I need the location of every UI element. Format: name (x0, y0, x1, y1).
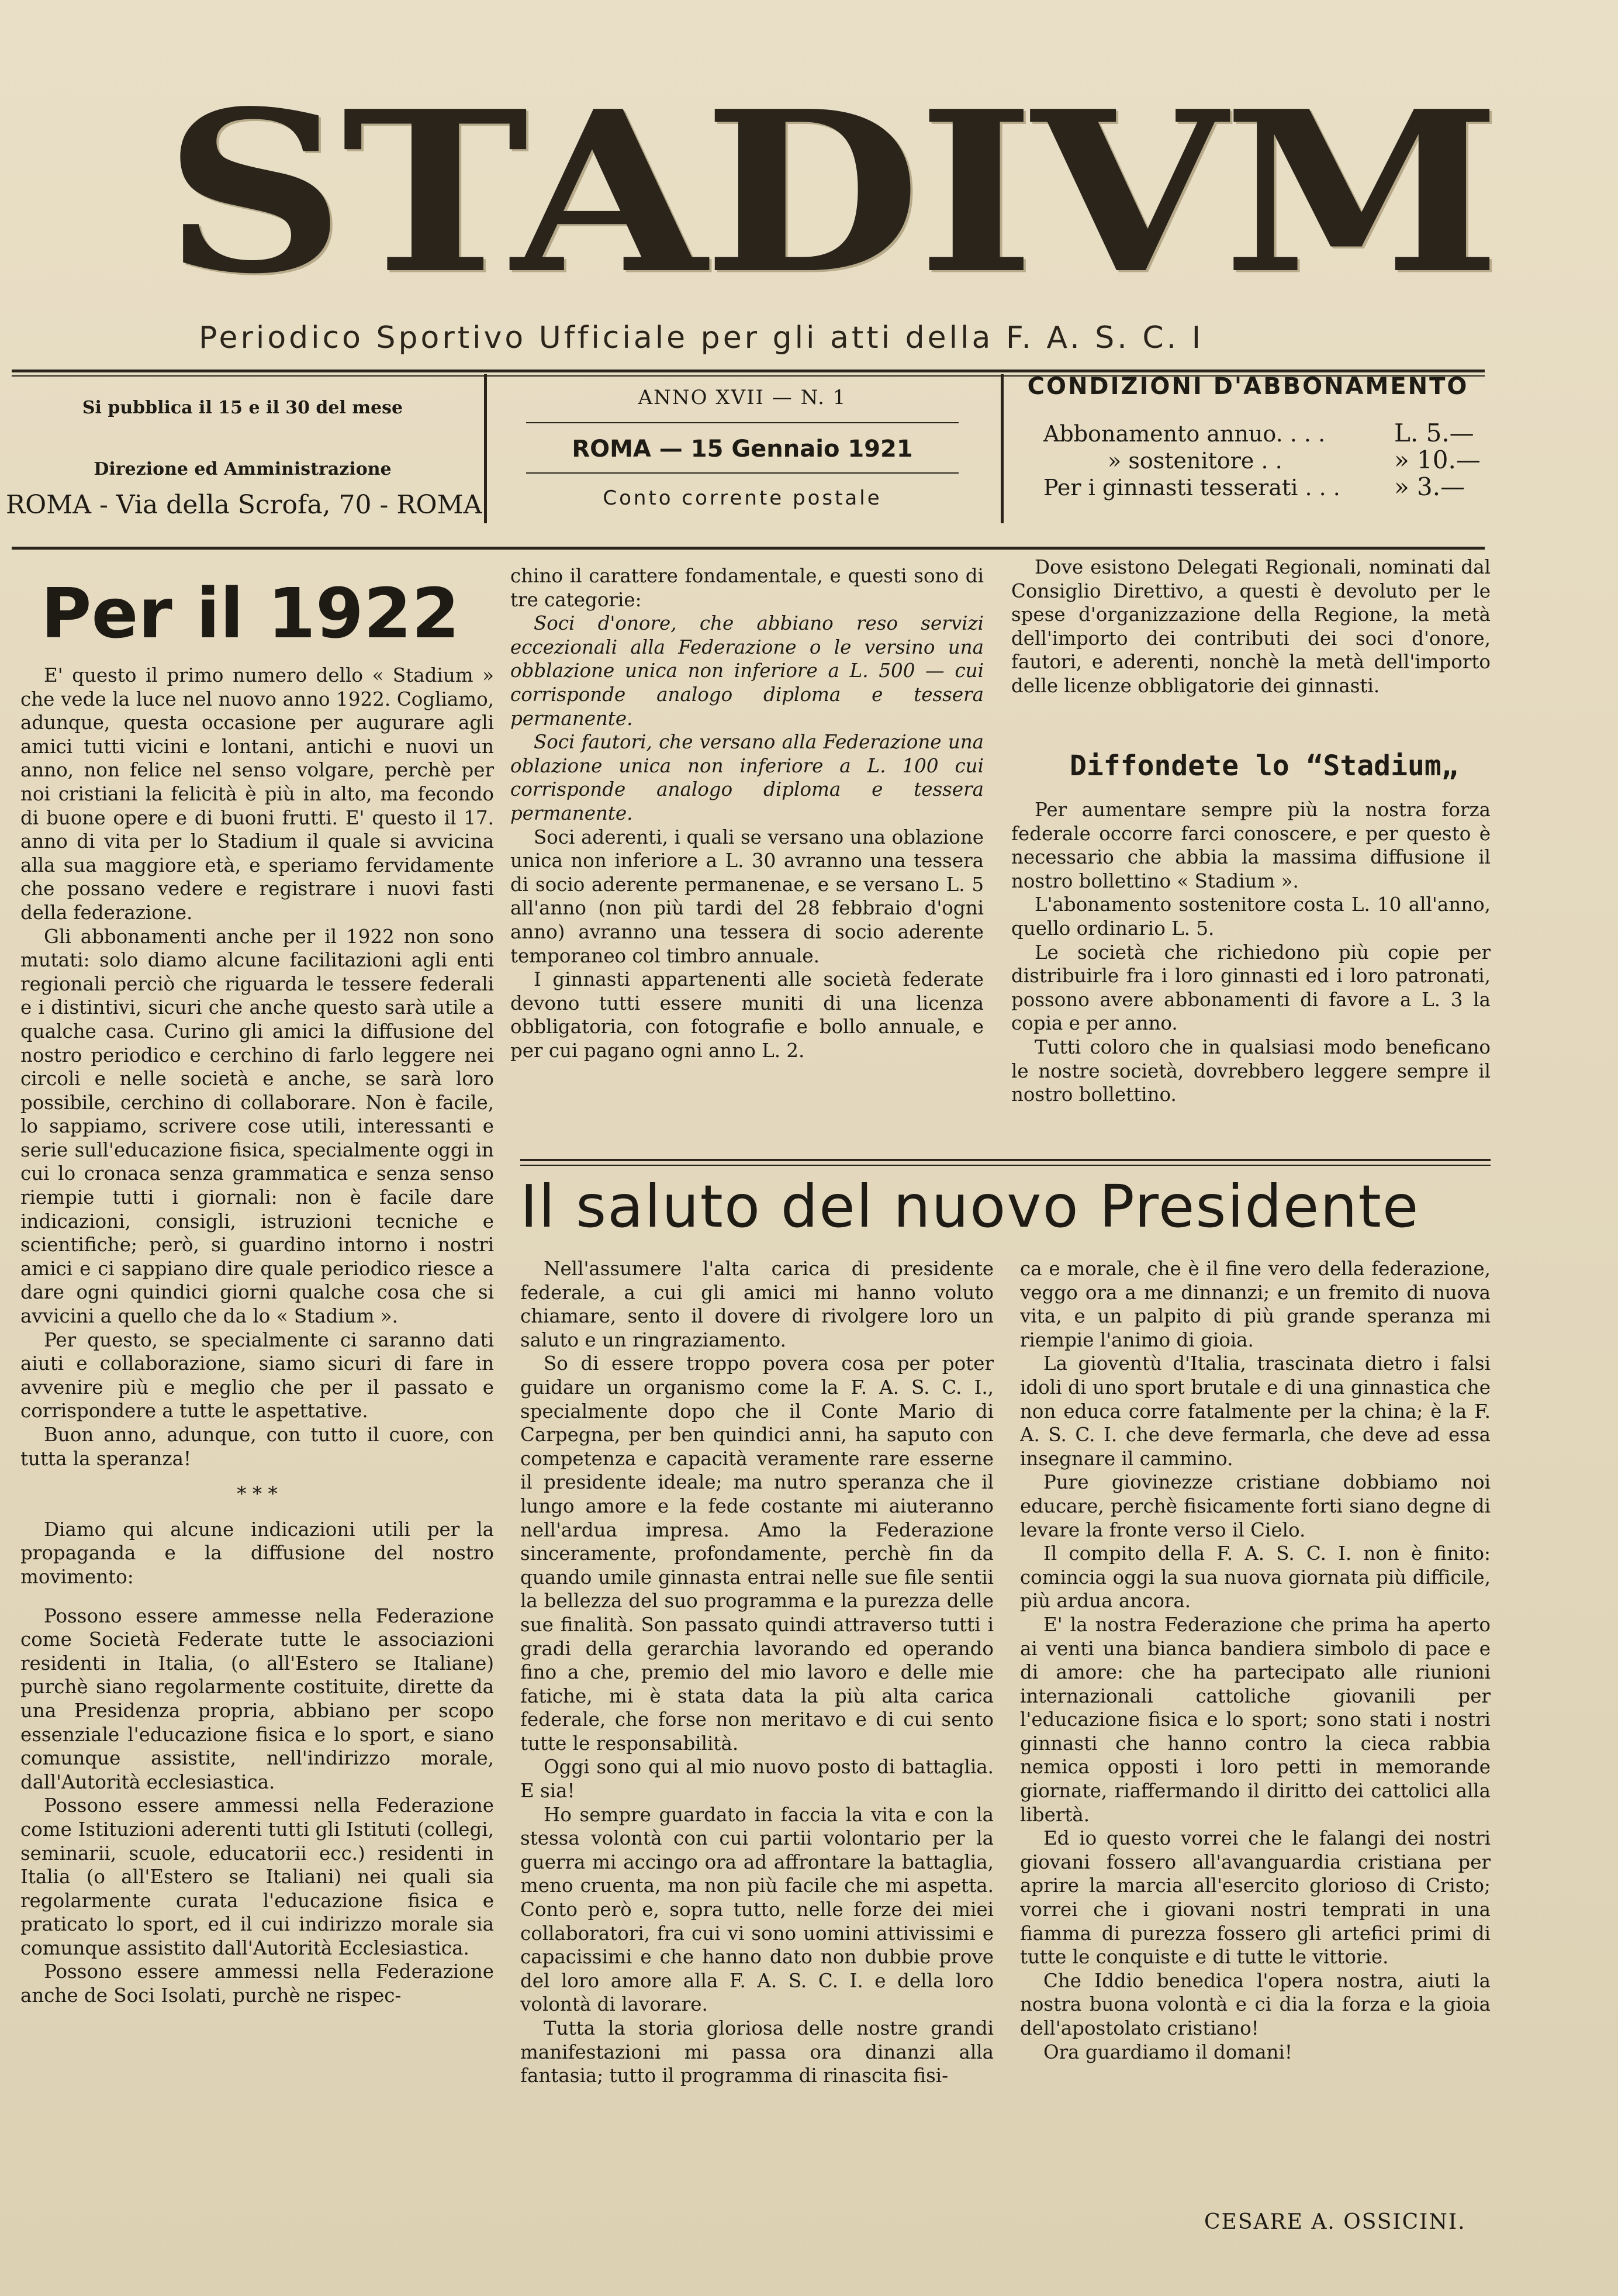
paragraph: Possono essere ammesse nella Federazione come Società Federate tutte le associazioni residenti in Italia, (o all'Estero se Italiane) purchè siano regolarmente costituite, dirette da una Presidenza propria, abbiano per scopo essenziale l'educazione fisica e lo sport, e siano comunque assistite, nell'indirizzo morale, dall'Autorità ecclesiastica. (20, 1604, 494, 1793)
issue-number: ANNO XVII — N. 1 (638, 386, 847, 409)
issue-rule-2 (526, 472, 959, 474)
paragraph: Tutti coloro che in qualsiasi modo beneficano le nostre società, dovrebbero leggere sempre il nostro bollettino. (1011, 1035, 1491, 1106)
paragraph: Pure giovinezze cristiane dobbiamo noi educare, perchè fisicamente forti siano degne di levare la fronte verso il Cielo. (1020, 1471, 1491, 1541)
paragraph: Oggi sono qui al mio nuovo posto di battaglia. E sia! (520, 1756, 994, 1803)
paragraph: Ho sempre guardato in faccia la vita e con la stessa volontà con cui partii volontario per la guerra mi accingo ora ad affrontare la battaglia, meno cruenta, ma non più facile che mi aspetta. Conto però e, sopra tutto, nelle forze dei miei collaboratori, fra cui vi sono uomini attivissimi e capacissimi e che hanno dato non dubbie prove del loro amore alla F. A. S. C. I. e della loro volontà di lavorare. (520, 1803, 994, 2016)
issue-date: ROMA — 15 Gennaio 1921 (572, 436, 913, 462)
conto-corrente: Conto corrente postale (603, 486, 882, 510)
paragraph: E' la nostra Federazione che prima ha aperto ai venti una bianca bandiera simbolo di pace e di amore: che ha partecipato alle riunioni internazionali cattoliche giovanili per l'educazione fisica e lo sport; sono stati i nostri ginnasti che hanno contro la cieca rabbia nemica opposti i loro petti in memorande giornate, riaffermando il diritto dei cattolici alla libertà. (1020, 1613, 1491, 1826)
article-per-il-1922-column-3 (1011, 555, 1491, 745)
masthead (164, 58, 1498, 327)
condition-row-label: Per i ginnasti tesserati . . . (1043, 475, 1340, 500)
masthead-subtitle: Periodico Sportivo Ufficiale per gli atti della F. A. S. C. I (199, 320, 1204, 355)
paragraph: I ginnasti appartenenti alle società federate devono tutti essere muniti di una licenza obbligatoria, con fotografie e bollo annuale, e per cui pagano ogni anno L. 2. (510, 968, 984, 1062)
paragraph: Diamo qui alcune indicazioni utili per la propaganda e la diffusione del nostro movimento: (20, 1518, 494, 1588)
paragraph: E' questo il primo numero dello « Stadium » che vede la luce nel nuovo anno 1922. Cogliamo, adunque, questa occasione per augurare agli amici tutti vicini e lontani, antichi e nuovi un anno, non felice nel senso volgare, perchè per noi cristiani la felicità è più in alto, ma fecondo di buone opere e di buoni frutti. E' questo il 17. anno di vita per lo Stadium il quale si avvicina alla sua maggiore età, e speriamo fervidamente che possano vedere e registrare i nuovi fasti della federazione. (20, 664, 494, 924)
condition-row-price: » 10.— (1394, 446, 1481, 474)
paragraph: Ed io questo vorrei che le falangi dei nostri giovani fossero all'avanguardia cristiana per aprire la marcia all'esercito glorioso di Cristo; vorrei che i giovani nostri temprati in una fiamma di purezza fossero gli artefici primi di tutte le conquiste e di tutte le vittorie. (1020, 1827, 1491, 1969)
condition-row-label: Abbonamento annuo. . . . (1043, 421, 1326, 447)
paragraph: Soci fautori, che versano alla Federazione una oblazione unica non inferiore a L. 100 cui corrisponde analogo diploma e tessera permanente. (510, 731, 984, 824)
paragraph: Buon anno, adunque, con tutto il cuore, con tutta la speranza! (20, 1424, 494, 1470)
paragraph: La gioventù d'Italia, trascinata dietro i falsi idoli di uno sport brutale e di una ginnastica che non educa corre fatalmente per la china; è la F. A. S. C. I. che deve fermarla, che deve ad essa insegnare il cammino. (1020, 1352, 1491, 1470)
article-headline-diffondete: Diffondete lo “Stadium„ (1070, 750, 1458, 782)
address: ROMA - Via della Scrofa, 70 - ROMA (6, 490, 482, 520)
article-diffondete-column (1011, 798, 1491, 1146)
paragraph: ca e morale, che è il fine vero della federazione, veggo ora a me dinnanzi; e un fremito di nuova vita, e un palpito di più grande speranza mi riempie l'animo di gioia. (1020, 1258, 1491, 1351)
paragraph: chino il carattere fondamentale, e questi sono di tre categorie: (510, 565, 984, 611)
paragraph: Soci aderenti, i quali se versano una oblazione unica non inferiore a L. 30 avranno una tessera di socio aderente permanenae, e se versano L. 5 all'anno (non più tardi del 28 febbraio d'ogni anno) avranno una tessera di socio aderente temporaneo col timbro annuale. (510, 826, 984, 967)
article-headline-per-il-1922: Per il 1922 (41, 573, 460, 654)
header-top-rule (12, 370, 1485, 372)
paragraph: Possono essere ammessi nella Federazione anche de Soci Isolati, purchè ne rispec- (20, 1960, 494, 2007)
paragraph: Nell'assumere l'alta carica di presidente federale, a cui gli amici mi hanno voluto chiamare, sento il dovere di rivolgere loro un saluto e un ringraziamento. (520, 1258, 994, 1351)
paragraph: Il compito della F. A. S. C. I. non è finito: comincia oggi la sua nuova giornata più difficile, più ardua ancora. (1020, 1542, 1491, 1613)
article-saluto-column-2 (1020, 1257, 1491, 2204)
publish-frequency: Si pubblica il 15 e il 30 del mese (82, 398, 403, 418)
paragraph: Tutta la storia gloriosa delle nostre grandi manifestazioni mi passa ora dinanzi alla fantasia; tutto il programma di rinascita fisi- (520, 2017, 994, 2087)
paragraph: So di essere troppo povera cosa per poter guidare un organismo come la F. A. S. C. I., specialmente dopo che il Conte Mario di Carpegna, per ben quindici anni, ha saputo con competenza e capacità veramente rare esserne il presidente ideale; ma nutro speranza che il lungo amore e la fede costante mi aiuteranno nell'ardua impresa. Amo la Federazione sinceramente, profondamente, perchè fin da quando umile ginnasta entrai nelle sue file sentii la bellezza del suo programma e la purezza delle sue finalità. Son passato quindi attraverso tutti i gradi della gerarchia lavorando ed operando fino a che, premio del mio lavoro e delle mie fatiche, mi è stata data la più alta carica federale, che forse non meritavo e di cui sento tutte le responsabilità. (520, 1352, 994, 1755)
paragraph: Per questo, se specialmente ci saranno dati aiuti e collaborazione, siamo sicuri di fare in avvenire più e meglio che per il passato e corrispondere a tutte le aspettative. (20, 1328, 494, 1423)
article-per-il-1922-column-2 (510, 564, 984, 1149)
paragraph: Gli abbonamenti anche per il 1922 non sono mutati: solo diamo alcune facilitazioni agli enti regionali perciò che riguarda le tessere federali e i distintivi, sicuri che anche questo sarà utile a qualche casa. Curino gli amici la diffusione del nostro periodico e cerchino di farlo leggere nei circoli e nelle società e anche, se sarà loro possibile, cerchino di collaborare. Non è facile, lo sappiamo, scrivere cose utili, interessanti e serie sull'educazione fisica, specialmente oggi in cui lo cronaca senza grammatica e senza senso riempie tutti i giornali: non è facile dare indicazioni, consigli, istruzioni tecniche e scientifiche; però, si guardino intorno i nostri amici e ci sappiano dire quale periodico riesce a dare ogni quindici giorni qualche cosa che si avvicini a quello che da lo « Stadium ». (20, 925, 494, 1328)
paragraph: L'abonamento sostenitore costa L. 10 all'anno, quello ordinario L. 5. (1011, 893, 1491, 940)
article-saluto-column-1 (520, 1257, 994, 2239)
paragraph: Possono essere ammessi nella Federazione come Istituzioni aderenti tutti gli Istituti (collegi, seminarii, scuole, educatorii ecc.) residenti in Italia (o all'Estero se Italiani) nei quali sia regolarmente curata l'educazione fisica e praticato lo sport, ed il cui indirizzo morale sia comunque assistito dall'Autorità Ecclesiastica. (20, 1794, 494, 1959)
paragraph: Per aumentare sempre più la nostra forza federale occorre farci conoscere, e per questo è necessario che abbia la massima diffusione il nostro bollettino « Stadium ». (1011, 799, 1491, 892)
article-separator-rule-thin (520, 1165, 1491, 1166)
issue-rule-1 (526, 422, 959, 423)
conditions-title: CONDIZIONI D'ABBONAMENTO (1027, 373, 1469, 400)
section-separator: * * * (237, 1483, 278, 1506)
masthead-title: STADIVM (164, 63, 1498, 323)
condition-row-price: L. 5.— (1394, 419, 1474, 447)
paragraph: Ora guardiamo il domani! (1043, 2040, 1292, 2063)
header-bottom-rule (12, 547, 1485, 550)
paragraph: Le società che richiedono più copie per distribuirle fra i loro ginnasti ed i loro patronati, possono avere abbonamenti di favore a L. 3 la copia e per anno. (1011, 941, 1491, 1035)
article-headline-saluto-presidente: Il saluto del nuovo Presidente (520, 1172, 1420, 1241)
header-divider-1 (484, 374, 487, 523)
paragraph: Dove esistono Delegati Regionali, nominati dal Consiglio Direttivo, a questi è devoluto per le spese d'organizzazione della Regione, la metà dell'importo dei contributi dei soci d'onore, fautori, e aderenti, nonchè la metà dell'importo delle licenze obbligatorie dei ginnasti. (1011, 556, 1491, 697)
article-per-il-1922-column-1 (20, 664, 494, 2254)
article-separator-rule (520, 1159, 1491, 1161)
header-divider-2 (1001, 374, 1004, 523)
condition-row-label: » sostenitore . . (1108, 448, 1282, 474)
article-signature: CESARE A. OSSICINI. (1204, 2210, 1466, 2234)
condition-row-price: » 3.— (1394, 472, 1465, 501)
paragraph: Che Iddio benedica l'opera nostra, aiuti la nostra buona volontà e ci dia la forza e la gioia dell'apostolato cristiano! (1020, 1969, 1491, 2039)
paragraph: Soci d'onore, che abbiano reso servizi eccezionali alla Federazione o le versino una obblazione unica non inferiore a L. 500 — cui corrisponde analogo diploma e tessera permanente. (510, 612, 984, 730)
direzione-label: Direzione ed Amministrazione (94, 459, 392, 479)
